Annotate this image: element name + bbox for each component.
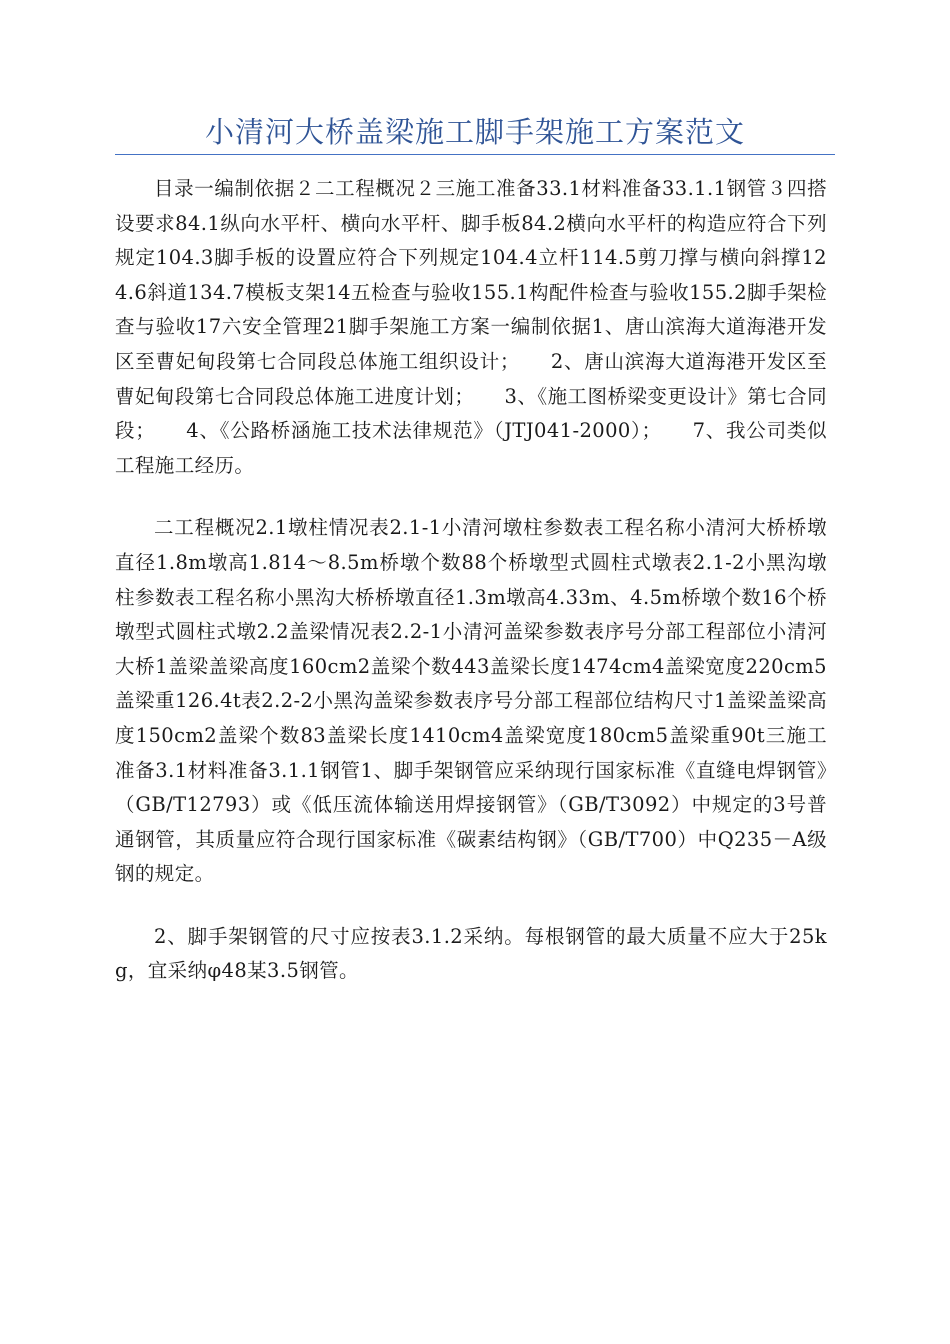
paragraph-project-overview: 二工程概况2.1墩柱情况表2.1-1小清河墩柱参数表工程名称小清河大桥桥墩直径1.8m墩高1.814～8.5m桥墩个数88个桥墩型式圆柱式墩表2.1-2小黑沟墩柱参数表工程名称小黑沟大桥桥墩直径1.3m墩高4.33m、4.5m桥墩个数16个桥墩型式圆柱式墩2.2盖梁情况表2.2-1小清河盖梁参数表序号分部工程部位小清河大桥1盖梁盖梁高度160cm2盖梁个数443盖梁长度1474cm4盖梁宽度220cm5盖梁重126.4t表2.2-2小黑沟盖梁参数表序号分部工程部位结构尺寸1盖梁盖梁高度150cm2盖梁个数83盖梁长度1410cm4盖梁宽度180cm5盖梁重90t三施工准备3.1材料准备3.1.1钢管1、脚手架钢管应采纳现行国家标准《直缝电焊钢管》（GB/T12793）或《低压流体输送用焊接钢管》（GB/T3092）中规定的3号普通钢管，其质量应符合现行国家标准《碳素结构钢》（GB/T700）中Q235－A级钢的规定。 [115, 516, 827, 886]
document-body [115, 172, 827, 1017]
paragraph-steel-pipe-size: 2、脚手架钢管的尺寸应按表3.1.2采纳。每根钢管的最大质量不应大于25kg，宜采纳φ48某3.5钢管。 [115, 924, 827, 983]
title-underline [115, 154, 835, 155]
paragraph-contents-and-basis: 目录一编制依据２二工程概况２三施工准备33.1材料准备33.1.1钢管３四搭设要求84.1纵向水平杆、横向水平杆、脚手板84.2横向水平杆的构造应符合下列规定104.3脚手板的设置应符合下列规定104.4立杆114.5剪刀撑与横向斜撑124.6斜道134.7模板支架14五检查与验收155.1构配件检查与验收155.2脚手架检查与验收17六安全管理21脚手架施工方案一编制依据1、唐山滨海大道海港开发区至曹妃甸段第七合同段总体施工组织设计； 2、唐山滨海大道海港开发区至曹妃甸段第七合同段总体施工进度计划； 3、《施工图桥梁变更设计》第七合同段； 4、《公路桥涵施工技术法律规范》（JTJ041-2000）； 7、我公司类似工程施工经历。 [115, 177, 827, 477]
document-title: 小清河大桥盖梁施工脚手架施工方案范文 [204, 115, 745, 149]
